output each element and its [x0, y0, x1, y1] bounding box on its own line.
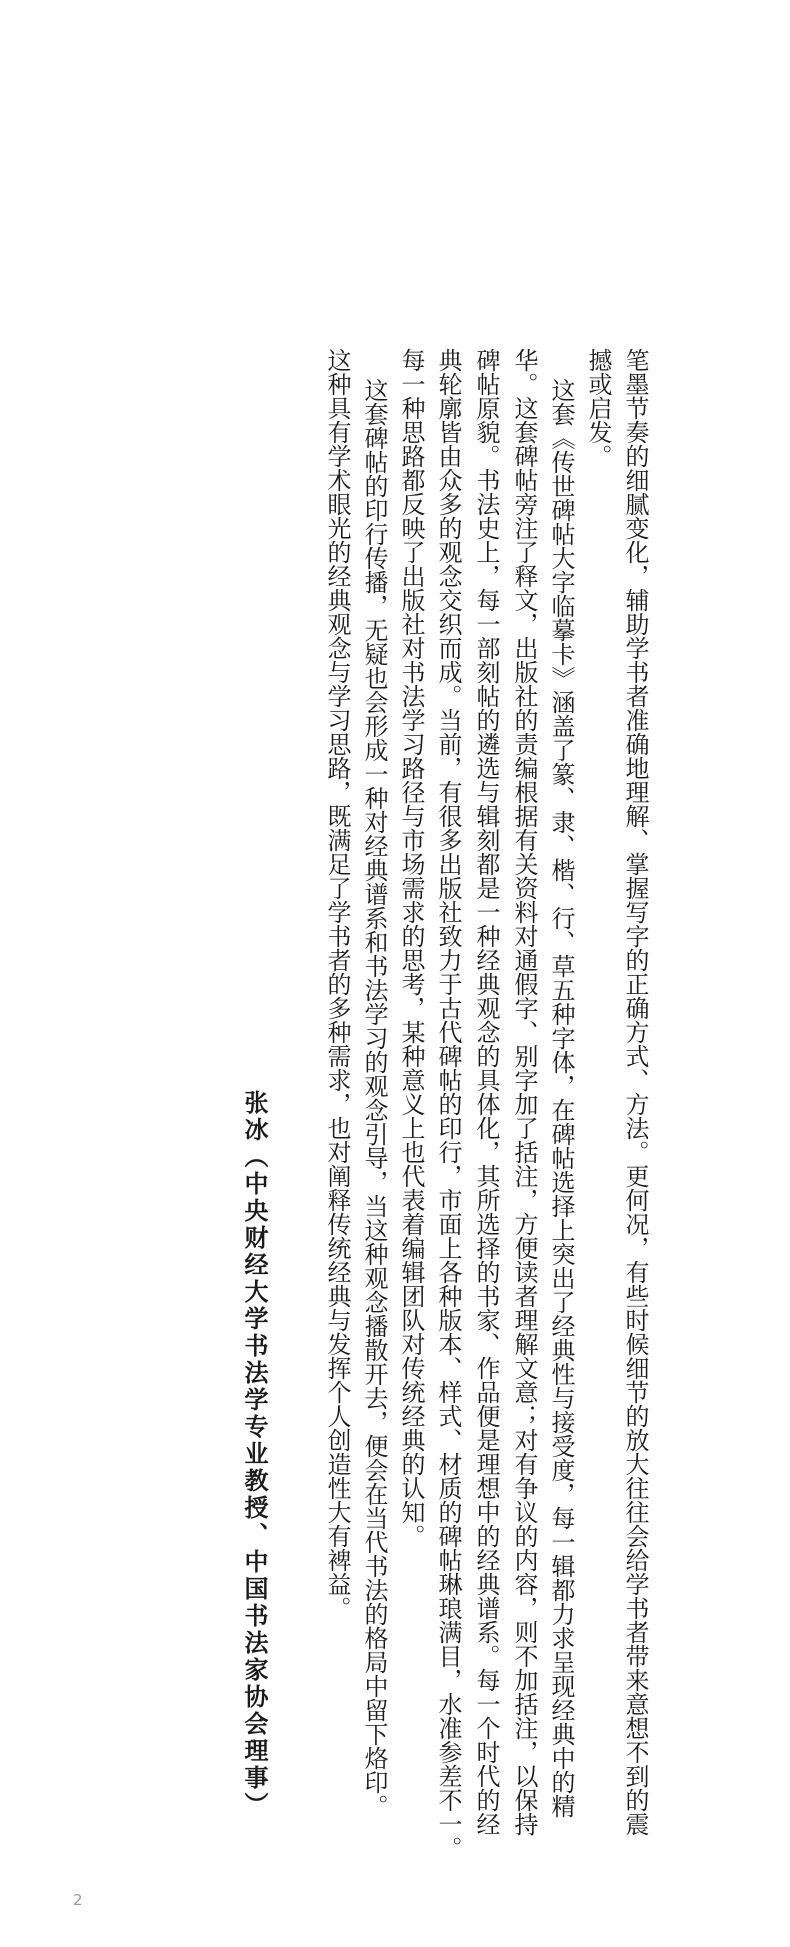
- text-column-8: 这套碑帖的印行传播，无疑也会形成一种对经典谱系和书法学习的观念引导，当这种观念播散开去，便会在当代书法的格局中留下烙印。: [360, 378, 388, 1818]
- text-column-7: 每一种思路都反映了出版社对书法学习路径与市场需求的思考，某种意义上也代表着编辑团队对传统经典的认知。: [397, 348, 425, 1548]
- text-column-4: 华。这套碑帖旁注了释文，出版社的责编根据有关资料对通假字、别字加了括注，方便读者理解文意；对有争议的内容，则不加括注，以保持: [510, 348, 538, 1836]
- text-column-1: 笔墨节奏的细腻变化，辅助学书者准确地理解、掌握写字的正确方式、方法。更何况，有些时候细节的放大往往会给学书者带来意想不到的震: [621, 348, 649, 1836]
- text-column-5: 碑帖原貌。书法史上，每一部刻帖的遴选与辑刻都是一种经典观念的具体化，其所选择的书家、作品便是理想中的经典谱系。每一个时代的经: [472, 348, 500, 1836]
- text-column-3: 这套《传世碑帖大字临摹卡》涵盖了篆、隶、楷、行、草五种字体，在碑帖选择上突出了经典性与接受度，每一辑都力求呈现经典中的精: [547, 378, 575, 1818]
- text-column-2: 撼或启发。: [584, 348, 612, 468]
- text-column-9: 这种具有学术眼光的经典观念与学习思路，既满足了学书者的多种需求，也对阐释传统经典与发挥个人创造性大有裨益。: [323, 348, 351, 1620]
- page-number: 2: [73, 1891, 83, 1909]
- author-signature: 张冰（中央财经大学书法学专业教授、中国书法家协会理事）: [240, 1090, 268, 1819]
- text-column-6: 典轮廓皆由众多的观念交织而成。当前，有很多出版社致力于古代碑帖的印行，市面上各种版本、样式、材质的碑帖琳琅满目，水准参差不一。: [434, 348, 462, 1860]
